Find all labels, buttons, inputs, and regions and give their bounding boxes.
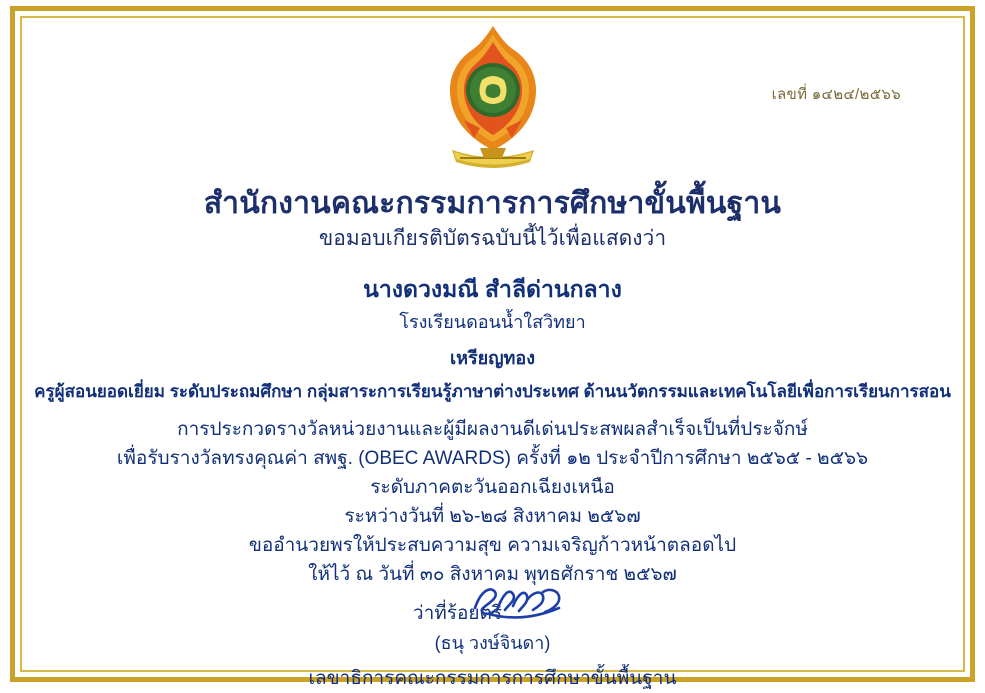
body-line: ให้ไว้ ณ วันที่ ๓๐ สิงหาคม พุทธศักราช ๒๕๖๗	[308, 564, 677, 585]
organization-name: สำนักงานคณะกรรมการการศึกษาขั้นพื้นฐาน	[203, 187, 782, 220]
signatory-title: เลขาธิการคณะกรรมการการศึกษาขั้นพื้นฐาน	[308, 668, 677, 689]
signatory-rank: ว่าที่ร้อยตรี	[412, 603, 503, 624]
emblem-container	[30, 24, 955, 174]
award-level: เหรียญทอง	[449, 348, 536, 368]
handwritten-signature-icon	[463, 578, 573, 624]
obec-emblem-icon	[434, 24, 552, 174]
body-line: ระดับภาคตะวันออกเฉียงเหนือ	[370, 477, 615, 498]
body-line: ขออำนวยพรให้ประสบความสุข ความเจริญก้าวหน้าตลอดไป	[248, 535, 737, 556]
body-line: เพื่อรับรางวัลทรงคุณค่า สพฐ. (OBEC AWARDS) ครั้งที่ ๑๒ ประจำปีการศึกษา ๒๕๖๕ - ๒๕๖๖	[116, 448, 869, 469]
recipient-name: นางดวงมณี สำลีด่านกลาง	[363, 276, 622, 302]
signatory-name: (ธนุ วงษ์จินดา)	[434, 633, 551, 653]
recipient-school: โรงเรียนดอนน้ำใสวิทยา	[399, 312, 586, 332]
body-line: การประกวดรางวัลหน่วยงานและผู้มีผลงานดีเด่นประสพผลสำเร็จเป็นที่ประจักษ์	[177, 419, 808, 440]
signature-rank-row	[30, 592, 955, 626]
certificate-subtitle: ขอมอบเกียรติบัตรฉบับนี้ไว้เพื่อแสดงว่า	[318, 227, 667, 250]
certificate-body	[30, 415, 955, 589]
award-category: ครูผู้สอนยอดเยี่ยม ระดับประถมศึกษา กลุ่มสาระการเรียนรู้ภาษาต่างประเทศ ด้านนวัตกรรมและเทคโนโลยีเพื่อการเรียนการสอน	[34, 382, 951, 401]
signature-block	[30, 592, 955, 693]
certificate-content	[30, 22, 955, 689]
body-line: ระหว่างวันที่ ๒๖-๒๘ สิงหาคม ๒๕๖๗	[344, 506, 641, 527]
document-number: เลขที่ ๑๔๒๔/๒๕๖๖	[771, 86, 901, 103]
